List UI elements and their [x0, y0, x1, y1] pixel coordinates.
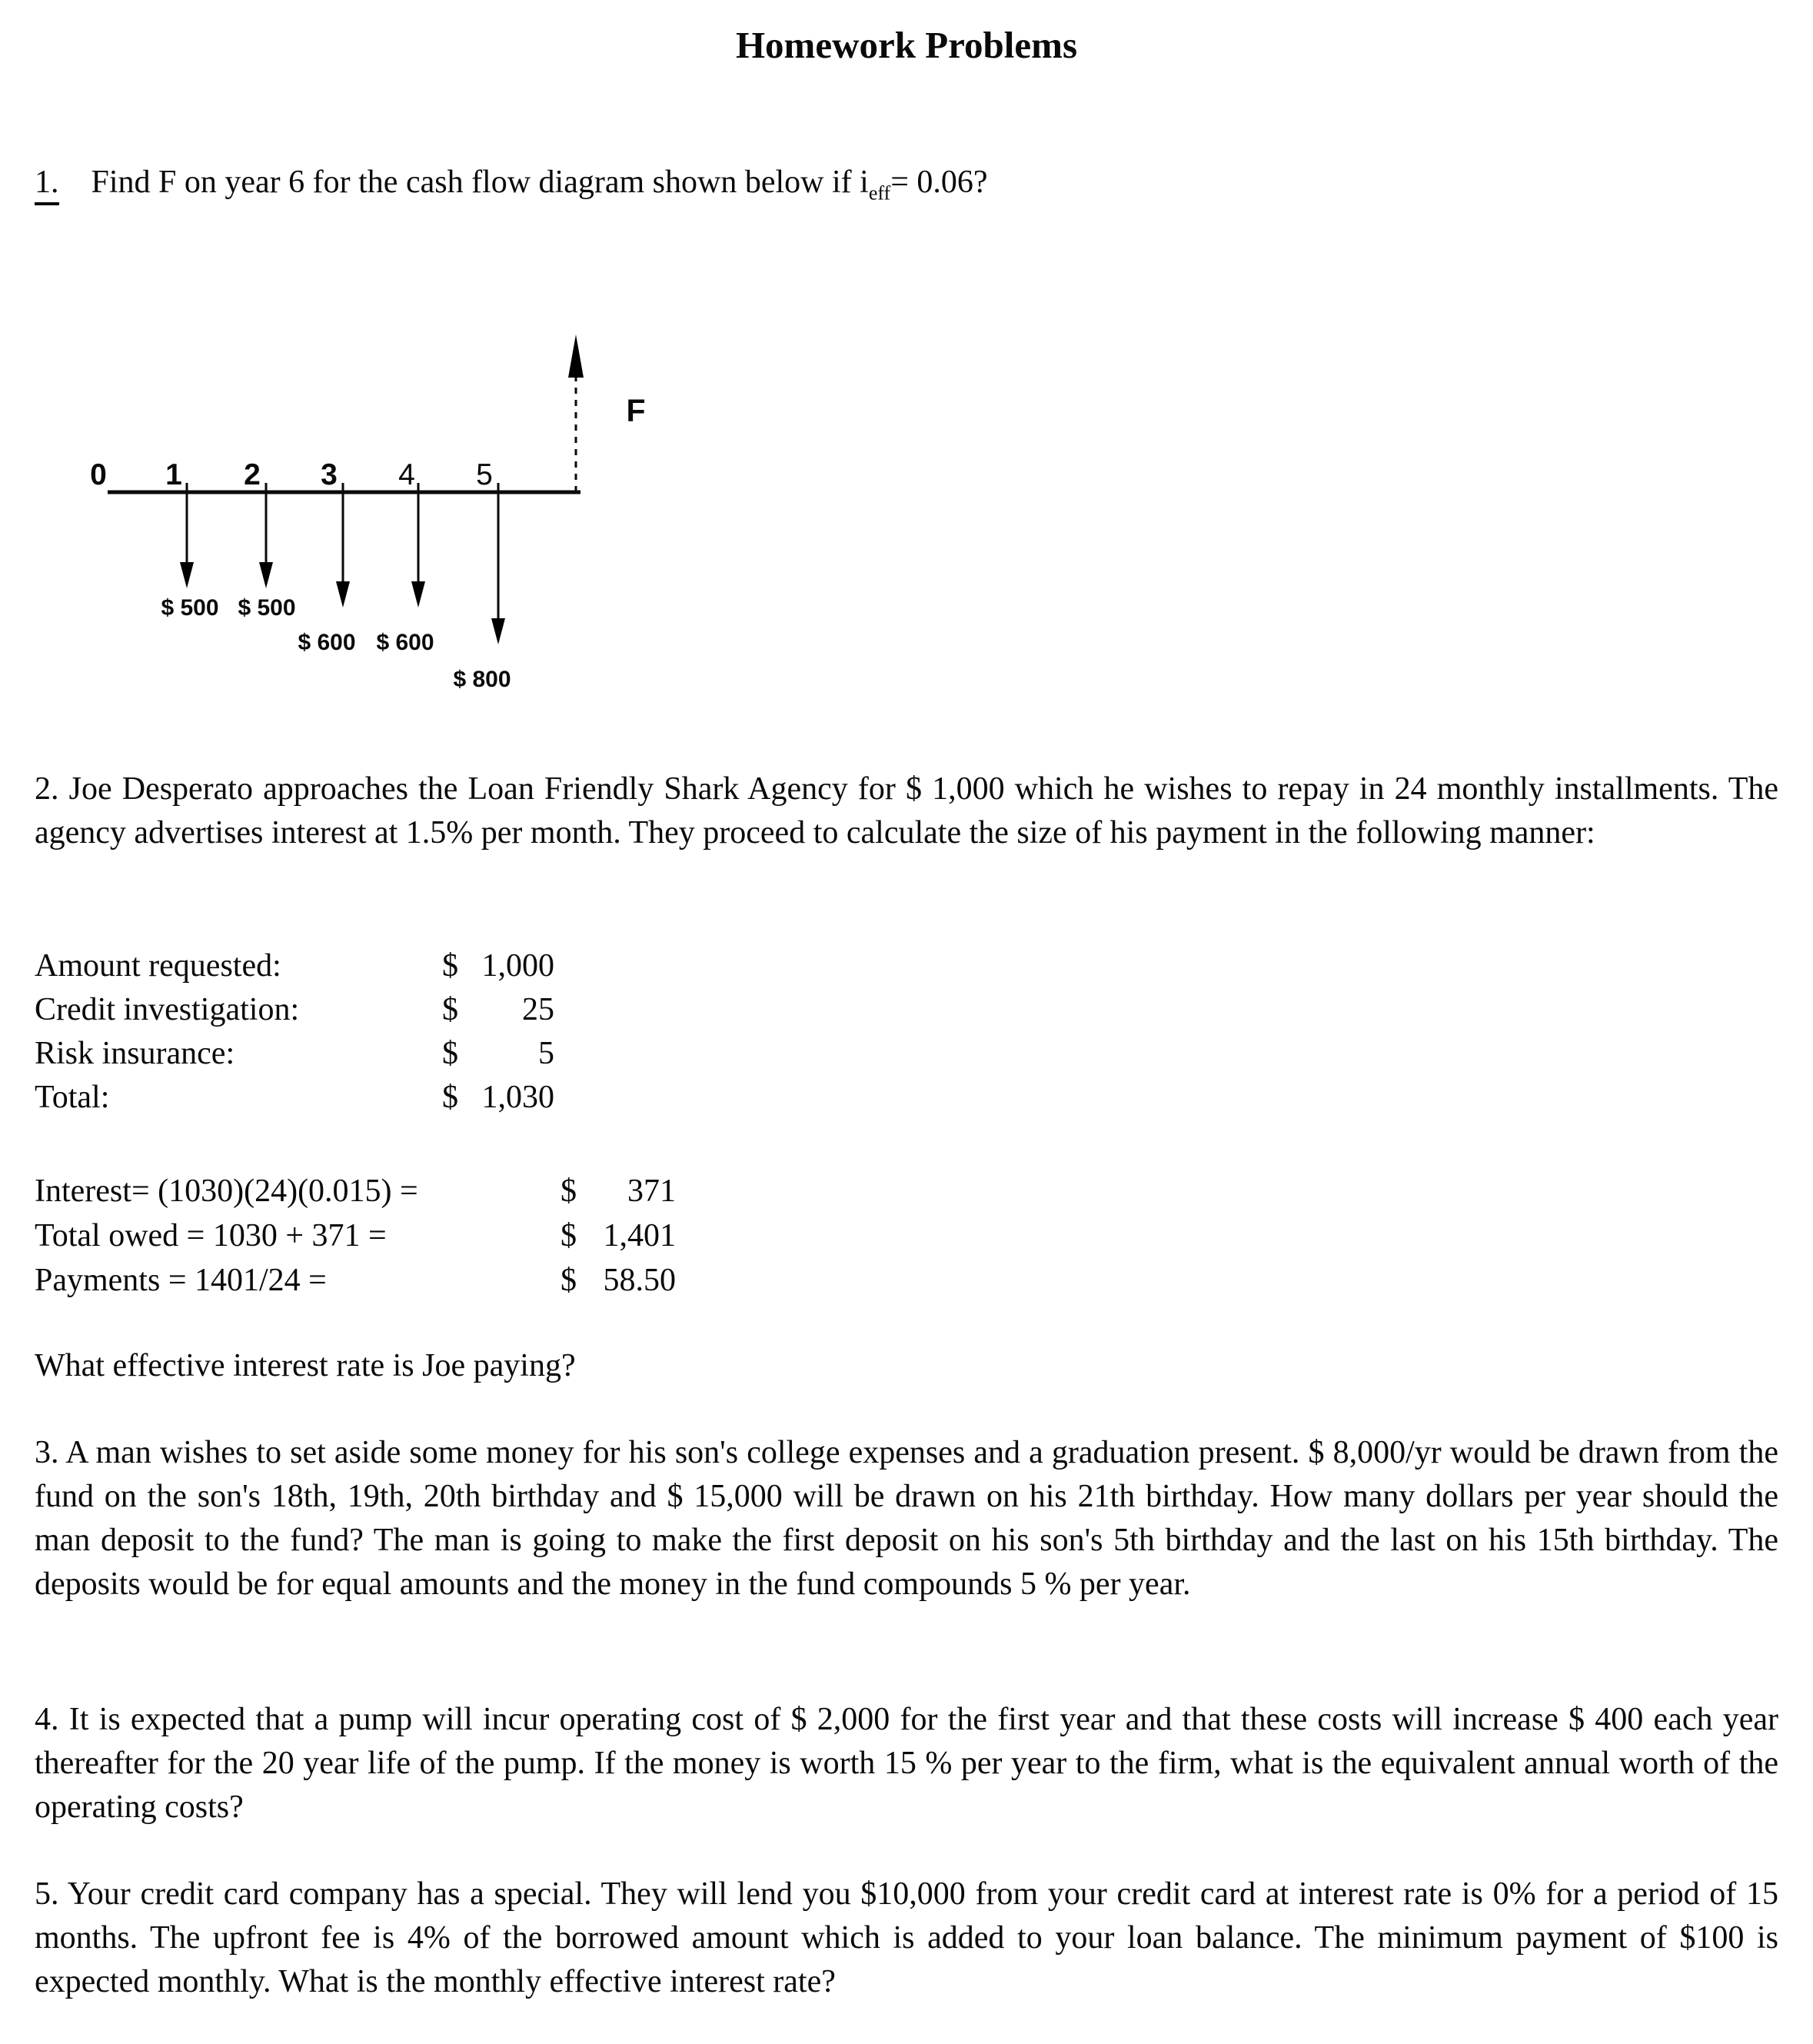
row-value: 1,000	[481, 948, 554, 984]
year-label-3: 3	[321, 458, 338, 491]
table-row	[35, 1258, 676, 1303]
problem-5-paragraph: 5. Your credit card company has a special. They will lend you $10,000 from your credit card at interest rate is 0% for a period of 15 months. The upfront fee is 4% of the borrowed amount which is added to your loan balance. The minimum payment of $100 is expected monthly. What is the monthly effective interest rate?	[35, 1876, 1778, 1999]
year-label-1: 1	[165, 458, 182, 491]
cashflow-label-2: $ 500	[238, 595, 296, 621]
down-arrowhead-icon	[491, 618, 505, 644]
problem-1-text-end: = 0.06?	[890, 165, 988, 200]
problem-2-paragraph: 2. Joe Desperato approaches the Loan Friendly Shark Agency for $ 1,000 which he wishes to repay in 24 monthly installments. The agency advertises interest at 1.5% per month. They proceed to calculate the size of his payment in the following manner:	[35, 771, 1778, 851]
down-arrowhead-icon	[411, 581, 425, 608]
row-label: Credit investigation:	[35, 992, 300, 1027]
down-arrowhead-icon	[259, 562, 273, 588]
dollar-sign: $	[442, 948, 458, 984]
cashflow-diagram	[73, 327, 765, 696]
down-arrowhead-icon	[180, 562, 194, 588]
table-row	[35, 944, 554, 988]
problem-1-text: Find F on year 6 for the cash flow diagram shown below if i	[91, 165, 869, 200]
year-label-4: 4	[398, 458, 415, 491]
dollar-sign: $	[561, 1263, 577, 1298]
future-value-label: F	[626, 393, 646, 428]
row-label: Risk insurance:	[35, 1036, 235, 1071]
cashflow-label-5: $ 800	[453, 667, 511, 692]
table-row	[35, 1213, 676, 1258]
problem-2-question: What effective interest rate is Joe paying?	[35, 1348, 576, 1383]
dollar-sign: $	[442, 1036, 458, 1071]
row-label: Amount requested:	[35, 948, 281, 984]
table-row	[35, 1076, 554, 1120]
year-label-5: 5	[476, 458, 493, 491]
row-value: 5	[538, 1036, 554, 1071]
cashflow-label-3: $ 600	[298, 630, 356, 655]
problem-1-number: 1.	[35, 163, 59, 205]
dollar-sign: $	[561, 1173, 577, 1209]
problem-4-paragraph: 4. It is expected that a pump will incur operating cost of $ 2,000 for the first year and that these costs will increase $ 400 each year thereafter for the 20 year life of the pump. If the money is worth 15 % per year to the firm, what is the equivalent annual worth of the operating costs?	[35, 1702, 1778, 1825]
down-arrow-year-2	[238, 483, 295, 621]
row-label: Total:	[35, 1080, 110, 1115]
row-value: 25	[522, 992, 554, 1027]
down-arrow-year-3	[298, 483, 355, 655]
down-arrowhead-icon	[336, 581, 350, 608]
row-value: 1,401	[603, 1218, 676, 1253]
dollar-sign: $	[442, 992, 458, 1027]
down-arrow-year-5	[453, 483, 511, 692]
dollar-sign: $	[561, 1218, 577, 1253]
table-row	[35, 1032, 554, 1076]
year-label-0: 0	[90, 458, 107, 491]
ieff-subscript: eff	[868, 181, 891, 205]
problem-3-paragraph: 3. A man wishes to set aside some money for his son's college expenses and a graduation present. $ 8,000/yr would be drawn from the fund on the son's 18th, 19th, 20th birthday and $ 15,000 will be drawn on his 21th birthday. How many dollars per year should the man deposit to the fund? The man is going to make the first deposit on his son's 5th birthday and the last on his 15th birthday. The deposits would be for equal amounts and the money in the fund compounds 5 % per year.	[35, 1435, 1778, 1602]
problem-1	[35, 163, 988, 205]
cashflow-label-1: $ 500	[161, 595, 219, 621]
dollar-sign: $	[442, 1080, 458, 1115]
future-arrow	[568, 335, 646, 492]
calc-table	[35, 1169, 676, 1303]
down-arrow-year-4	[376, 483, 434, 655]
up-arrowhead-icon	[568, 335, 584, 378]
row-value: 371	[627, 1173, 676, 1209]
row-value: 58.50	[603, 1263, 676, 1298]
year-label-2: 2	[244, 458, 261, 491]
cashflow-label-4: $ 600	[376, 630, 434, 655]
row-label: Payments = 1401/24 =	[35, 1263, 327, 1298]
row-label: Interest= (1030)(24)(0.015) =	[35, 1173, 418, 1209]
fee-table	[35, 944, 554, 1120]
table-row	[35, 1169, 676, 1213]
row-value: 1,030	[481, 1080, 554, 1115]
row-label: Total owed = 1030 + 371 =	[35, 1218, 387, 1253]
document-title: Homework Problems	[735, 24, 1078, 66]
down-arrow-year-1	[161, 483, 218, 621]
table-row	[35, 988, 554, 1032]
